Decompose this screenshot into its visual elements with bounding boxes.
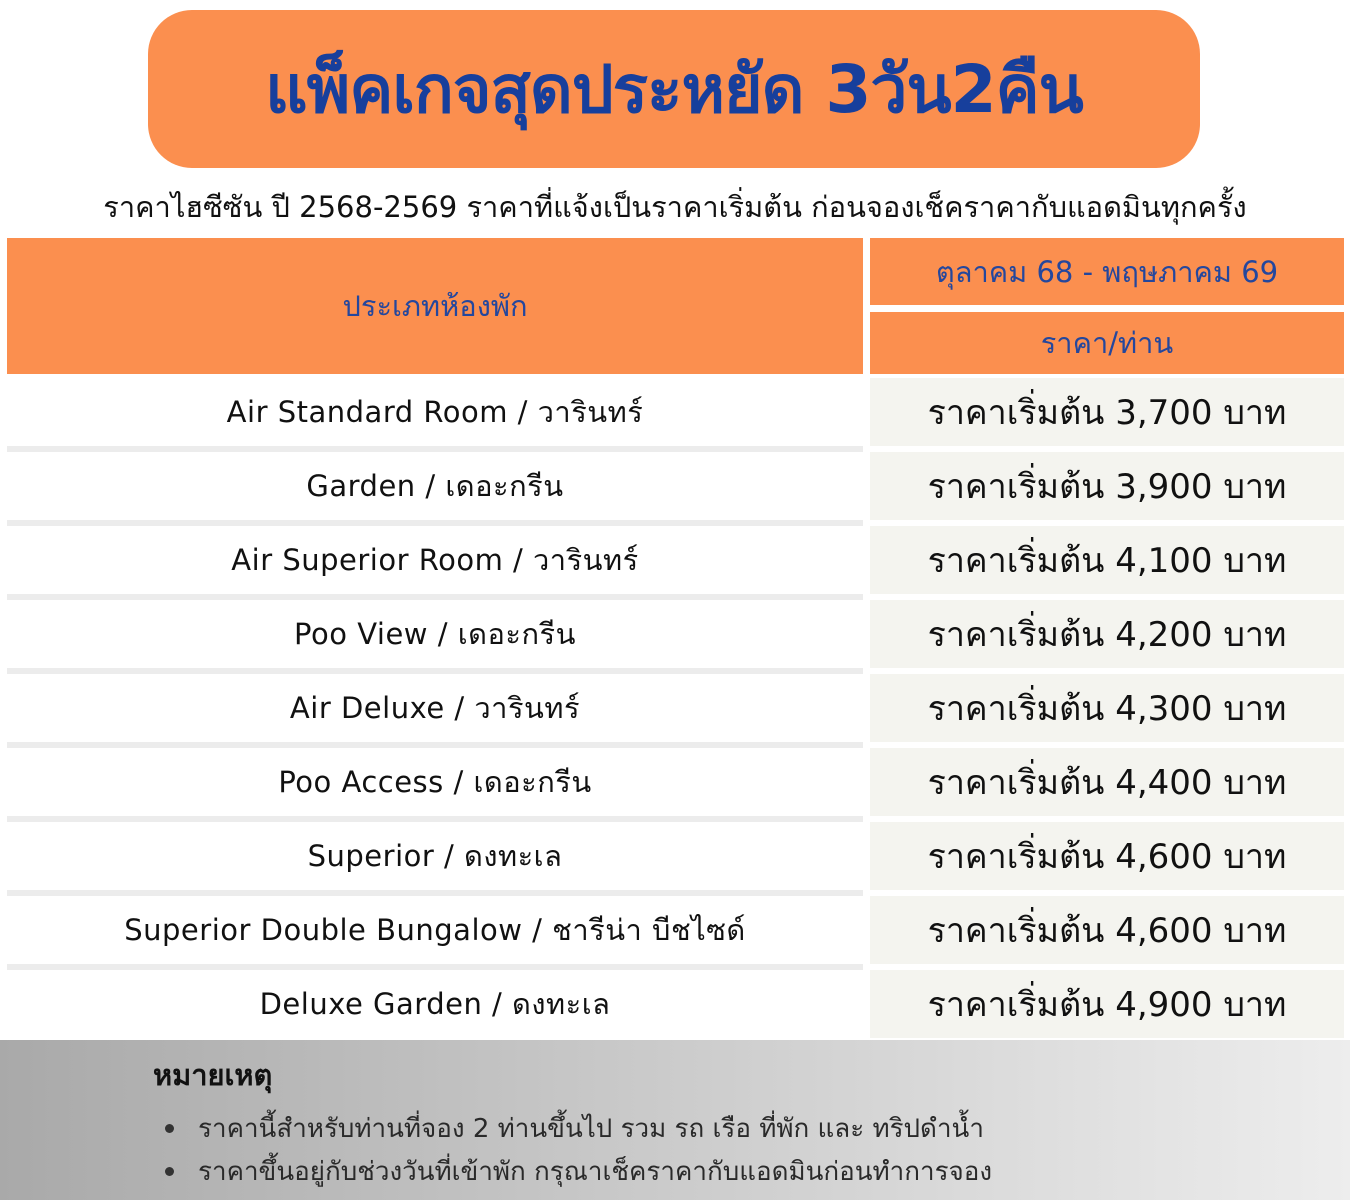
note-item (165, 1151, 992, 1192)
price-header-label: ราคา/ท่าน (1040, 326, 1174, 360)
table-row-room (7, 526, 863, 594)
title-banner (148, 10, 1200, 168)
room-type-header-label: ประเภทห้องพัก (342, 289, 528, 323)
table-row-price (870, 600, 1344, 668)
table-row-room (7, 452, 863, 520)
table-row-price (870, 378, 1344, 446)
room-name: Deluxe Garden / ดงทะเล (259, 987, 611, 1021)
room-name: Air Superior Room / วารินทร์ (231, 543, 639, 577)
room-name: Garden / เดอะกรีน (306, 469, 564, 503)
room-price: ราคาเริ่มต้น 4,900 บาท (927, 985, 1287, 1025)
notes-panel (0, 1040, 1350, 1200)
room-name: Superior / ดงทะเล (307, 839, 563, 873)
note-item (165, 1108, 984, 1149)
room-type-header (7, 238, 863, 374)
period-header-label: ตุลาคม 68 - พฤษภาคม 69 (935, 254, 1279, 289)
room-name: Superior Double Bungalow / ชารีน่า บีชไซด์ (124, 913, 746, 947)
table-row-price (870, 748, 1344, 816)
table-row-price (870, 896, 1344, 964)
table-row-room (7, 748, 863, 816)
table-row-room (7, 674, 863, 742)
note-text: ราคานี้สำหรับท่านที่จอง 2 ท่านขึ้นไป รวม รถ เรือ ที่พัก และ ทริปดำน้ำ (198, 1114, 984, 1144)
table-row-room (7, 896, 863, 964)
bullet-icon (165, 1124, 174, 1133)
period-header (870, 238, 1344, 305)
price-header (870, 312, 1344, 374)
subtitle: ราคาไฮซีซัน ปี 2568-2569 ราคาที่แจ้งเป็นราคาเริ่มต้น ก่อนจองเช็คราคากับแอดมินทุกครั้ง (103, 190, 1247, 224)
room-name: Air Standard Room / วารินทร์ (226, 395, 644, 429)
table-row-room (7, 600, 863, 668)
room-price: ราคาเริ่มต้น 3,700 บาท (927, 393, 1287, 433)
room-name: Poo View / เดอะกรีน (294, 617, 576, 651)
table-row-price (870, 452, 1344, 520)
table-row-room (7, 822, 863, 890)
room-name: Poo Access / เดอะกรีน (278, 765, 592, 799)
room-price: ราคาเริ่มต้น 4,200 บาท (927, 615, 1287, 655)
table-row-price (870, 674, 1344, 742)
bullet-icon (165, 1167, 174, 1176)
note-text: ราคาขึ้นอยู่กับช่วงวันที่เข้าพัก กรุณาเช็คราคากับแอดมินก่อนทำการจอง (198, 1157, 993, 1187)
room-price: ราคาเริ่มต้น 4,300 บาท (927, 689, 1287, 729)
room-price: ราคาเริ่มต้น 4,600 บาท (927, 837, 1287, 877)
table-row-room (7, 378, 863, 446)
page-title: แพ็คเกจสุดประหยัด 3วัน2คืน (265, 50, 1083, 128)
table-row-room (7, 970, 863, 1038)
room-price: ราคาเริ่มต้น 4,400 บาท (927, 763, 1287, 803)
table-row-price (870, 970, 1344, 1038)
table-row-price (870, 822, 1344, 890)
table-row-price (870, 526, 1344, 594)
notes-title: หมายเหตุ (153, 1058, 273, 1092)
room-name: Air Deluxe / วารินทร์ (289, 691, 581, 725)
room-price: ราคาเริ่มต้น 4,100 บาท (927, 541, 1287, 581)
room-price: ราคาเริ่มต้น 4,600 บาท (927, 911, 1287, 951)
room-price: ราคาเริ่มต้น 3,900 บาท (927, 467, 1287, 507)
